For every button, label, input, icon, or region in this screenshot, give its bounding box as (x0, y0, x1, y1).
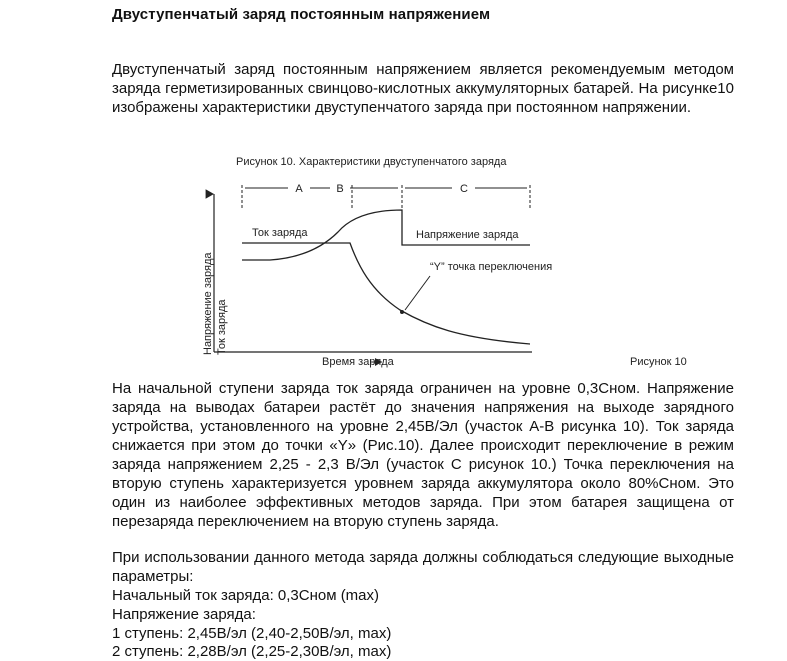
figure-diagram (190, 150, 730, 375)
param-stage-2: 2 ступень: 2,28В/эл (2,25-2,30В/эл, max) (112, 643, 392, 660)
x-axis-label: Время заряда (322, 356, 394, 368)
figure-number: Рисунок 10 (630, 356, 687, 368)
param-initial-current: Начальный ток заряда: 0,3Сном (max) (112, 587, 380, 604)
y-axis-label-voltage: Напряжение заряда (202, 252, 214, 355)
segment-b-label: B (336, 183, 344, 195)
param-voltage-heading: Напряжение заряда: (112, 606, 256, 623)
page-title: Двуступенчатый заряд постоянным напряжением (112, 6, 491, 23)
charge-voltage-label: Напряжение заряда (416, 229, 519, 241)
switch-point-marker (400, 310, 404, 314)
param-stage-1: 1 ступень: 2,45В/эл (2,40-2,50В/эл, max) (112, 625, 392, 642)
segment-a-label: A (295, 183, 303, 195)
charge-characteristics-figure (190, 150, 730, 375)
switch-point-label: “Y” точка переключения (430, 261, 553, 273)
switch-point-pointer (405, 276, 430, 310)
figure-caption: Рисунок 10. Характеристики двуступенчатого заряда (236, 156, 507, 168)
params-intro: При использовании данного метода заряда должны соблюдаться следующие выходные параметры: (112, 549, 734, 585)
y-axis-label-current: Ток заряда (216, 299, 228, 355)
charge-current-label: Ток заряда (252, 227, 308, 239)
segment-c-label: C (460, 183, 468, 195)
body-paragraph: На начальной ступени заряда ток заряда ограничен на уровне 0,3Сном. Напряжение заряда на выводах батареи растёт до значения напряжения на выходе зарядного устройства, установленного на уровне 2,45В/Эл (участок А-В рисунка 10). Ток заряда снижается при этом до точки «Y» (Рис.10). Далее происходит переключение в режим заряда напряжением 2,25 - 2,3 В/Эл (участок С рисунок 10.) Точка переключения на вторую ступень характеризуется уровнем заряда аккумулятора около 80%Сном. Это один из наиболее эффективных методов заряда. При этом батарея защищена от перезаряда переключением на вторую ступень заряда. (112, 380, 734, 530)
intro-paragraph: Двуступенчатый заряд постоянным напряжением является рекомендуемым методом заряда герметизированных свинцово-кислотных аккумуляторных батарей. На рисунке10 изображены характеристики двуступенчатого заряда при постоянном напряжении. (112, 61, 734, 116)
